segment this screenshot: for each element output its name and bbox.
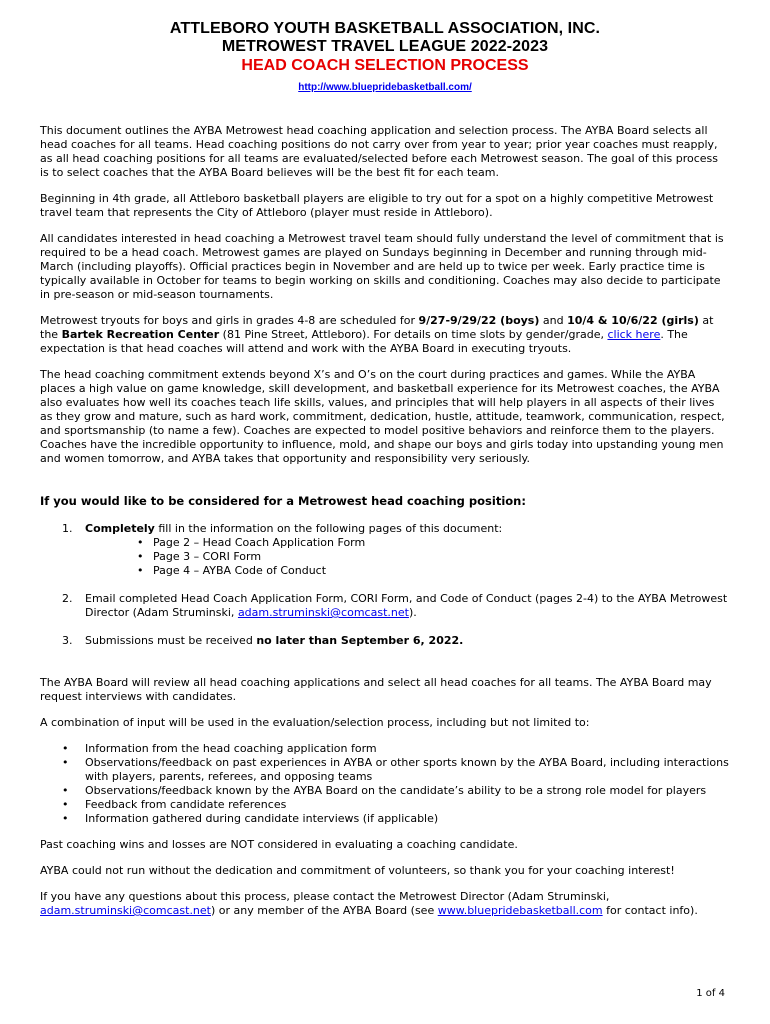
list-item: • Observations/feedback known by the AYBA Board on the candidate’s ability to be a strong role model for players [40,784,730,798]
list-item: • Observations/feedback on past experiences in AYBA or other sports known by the AYBA Board, including interactions with players, parents, referees, and opposing teams [40,756,730,784]
tryout-details-link[interactable]: click here [607,328,661,341]
step-2 [40,592,730,620]
tryouts-paragraph [40,314,730,356]
review-paragraph: The AYBA Board will review all head coaching applications and select all head coaches for all teams. The AYBA Board may request interviews with candidates. [40,676,712,703]
commitment-level-paragraph: All candidates interested in head coaching a Metrowest travel team should fully understand the level of commitment that is required to be a head coach. Metrowest games are played on Sundays beginning in December and running through mid-March (including playoffs). Official practices begin in November and are held up to twice per week. Early practice time is typically available in October for teams to begin working on skills and conditioning. Coaches may also decide to participate in pre-season or mid-season tournaments. [40,232,724,301]
coaching-commitment-paragraph: The head coaching commitment extends beyond X’s and O’s on the court during practices and games. While the AYBA places a high value on game knowledge, skill development, and basketball experience for its Metrowest coaches, the AYBA also evaluates how well its coaches teach life skills, values, and principles that will help players in all aspects of their lives as they grow and mature, such as hard work, commitment, dedication, hustle, attitude, teamwork, communication, respect, and sportsmanship (to name a few). Coaches are expected to model positive behaviors and reinforce them to the players. Coaches have the incredible opportunity to influence, mold, and shape our boys and girls today into upstanding young men and women tomorrow, and AYBA takes that opportunity and responsibility very seriously. [40,368,725,465]
list-item: • Information from the head coaching application form [40,742,730,756]
list-item: • Page 2 – Head Coach Application Form [85,536,730,550]
step-2-number: 2. [62,592,73,605]
contact-text-2: ) or any member of the AYBA Board (see [211,904,438,917]
process-title: HEAD COACH SELECTION PROCESS [241,57,529,74]
contact-website-link[interactable]: www.bluepridebasketball.com [437,904,603,917]
intro-paragraph: This document outlines the AYBA Metrowest head coaching application and selection process. The AYBA Board selects all head coaches for all teams. Head coaching positions do not carry over from year to year; prior year coaches must reapply, as all head coaching positions for all teams are evaluated/selected before each Metrowest season. The goal of this process is to select coaches that the AYBA Board believes will be the best fit for each team. [40,124,718,179]
step-3 [40,634,730,648]
document-header [0,20,770,94]
wins-losses-note: Past coaching wins and losses are NOT considered in evaluating a coaching candidate. [40,838,518,851]
tryouts-text-5: . The expectation is that head coaches will attend and work with the AYBA Board in executing tryouts. [40,328,688,355]
boys-tryout-dates: 9/27-9/29/22 (boys) [418,314,540,327]
step-2-end: ). [408,606,417,619]
page-number: 1 of 4 [696,988,725,999]
tryouts-text-2: and [539,314,568,327]
girls-tryout-dates: 10/4 & 10/6/22 (girls) [567,314,699,327]
tryout-location: Bartek Recreation Center [61,328,220,341]
tryouts-text-3: at the [40,314,714,341]
step-1-emphasis: Completely [85,522,155,535]
website-link[interactable]: http://www.bluepridebasketball.com/ [298,82,472,93]
criteria-list [40,742,730,826]
league-title: METROWEST TRAVEL LEAGUE 2022-2023 [221,38,549,55]
tryouts-text-1: Metrowest tryouts for boys and girls in grades 4-8 are scheduled for [40,314,419,327]
org-title: ATTLEBORO YOUTH BASKETBALL ASSOCIATION, INC. [169,20,601,37]
tryouts-text-4: (81 Pine Street, Attleboro). For details on time slots by gender/grade, [219,328,608,341]
director-email-link[interactable]: adam.struminski@comcast.net [237,606,409,619]
criteria-intro: A combination of input will be used in the evaluation/selection process, including but not limited to: [40,716,590,729]
list-item: • Page 4 – AYBA Code of Conduct [85,564,730,578]
step-3-number: 3. [62,634,73,647]
list-item: • Page 3 – CORI Form [85,550,730,564]
step-2-text: Email completed Head Coach Application Form, CORI Form, and Code of Conduct (pages 2-4) to the AYBA Metrowest Director (Adam Struminski, [85,592,728,619]
step-1-text: fill in the information on the following pages of this document: [154,522,503,535]
list-item: • Information gathered during candidate interviews (if applicable) [40,812,730,826]
step-3-text: Submissions must be received [85,634,257,647]
application-heading: If you would like to be considered for a Metrowest head coaching position: [40,494,526,508]
submission-deadline: no later than September 6, 2022. [256,634,464,647]
step-1-number: 1. [62,522,73,535]
contact-email-link[interactable]: adam.struminski@comcast.net [40,904,211,917]
list-item: • Feedback from candidate references [40,798,730,812]
application-steps [40,522,730,648]
contact-text-1: If you have any questions about this process, please contact the Metrowest Director (Adam Struminski, [40,890,610,903]
contact-paragraph [40,890,730,918]
thanks-paragraph: AYBA could not run without the dedication and commitment of volunteers, so thank you for your coaching interest! [40,864,675,877]
contact-text-3: for contact info). [602,904,698,917]
step-1 [40,522,730,578]
document-body [40,124,730,930]
eligibility-paragraph: Beginning in 4th grade, all Attleboro basketball players are eligible to try out for a spot on a highly competitive Metrowest travel team that represents the City of Attleboro (player must reside in Attleboro). [40,192,714,219]
required-pages-list [85,536,730,578]
